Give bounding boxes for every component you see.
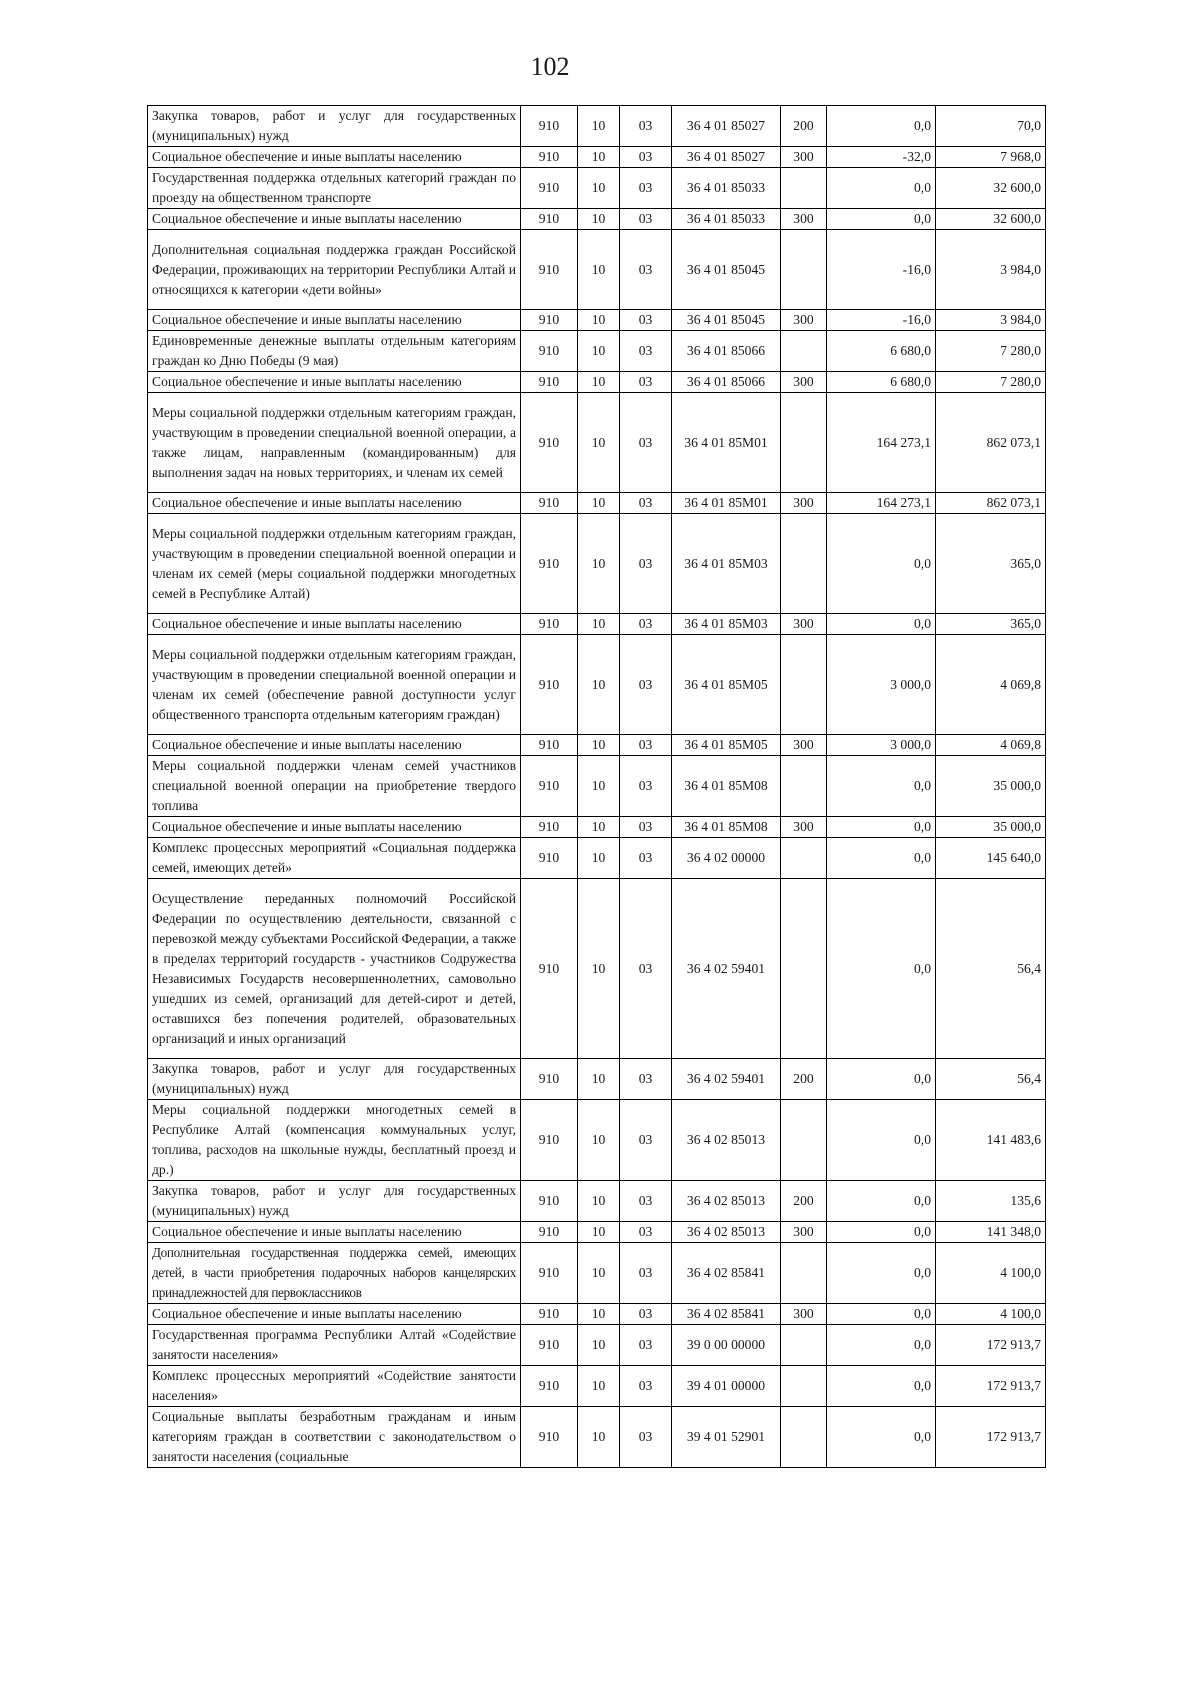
subsection-code: 03 — [620, 1325, 672, 1366]
expense-type-code — [781, 1366, 827, 1407]
change-amount: -32,0 — [827, 147, 936, 168]
section-code: 10 — [578, 493, 620, 514]
expense-name: Меры социальной поддержки отдельным категориям граждан, участвующим в проведении специальной военной операции и членам их семей (меры социальной поддержки многодетных семей в Республике Алтай) — [148, 514, 521, 614]
total-amount: 172 913,7 — [936, 1407, 1046, 1468]
table-row — [148, 879, 1046, 1059]
change-amount: 0,0 — [827, 1222, 936, 1243]
target-article-code: 36 4 01 85033 — [672, 168, 781, 209]
table-row — [148, 1100, 1046, 1181]
page-number: 102 — [530, 52, 570, 81]
total-amount: 141 348,0 — [936, 1222, 1046, 1243]
subsection-code: 03 — [620, 1059, 672, 1100]
expense-type-code: 300 — [781, 817, 827, 838]
expense-name: Меры социальной поддержки отдельным категориям граждан, участвующим в проведении специальной военной операции, а также лицам, направленным (командированным) для выполнения задач на новых территориях, и членам их семей — [148, 393, 521, 493]
expense-name: Закупка товаров, работ и услуг для государственных (муниципальных) нужд — [148, 106, 521, 147]
expense-type-code — [781, 756, 827, 817]
expense-type-code: 300 — [781, 735, 827, 756]
change-amount: 0,0 — [827, 614, 936, 635]
budget-table — [147, 105, 1046, 1468]
change-amount: 0,0 — [827, 168, 936, 209]
section-code: 10 — [578, 1304, 620, 1325]
total-amount: 4 100,0 — [936, 1304, 1046, 1325]
total-amount: 4 069,8 — [936, 635, 1046, 735]
admin-code: 910 — [521, 1100, 578, 1181]
expense-name: Социальное обеспечение и иные выплаты населению — [148, 310, 521, 331]
table-row — [148, 817, 1046, 838]
subsection-code: 03 — [620, 393, 672, 493]
admin-code: 910 — [521, 1181, 578, 1222]
target-article-code: 39 0 00 00000 — [672, 1325, 781, 1366]
expense-name: Социальное обеспечение и иные выплаты населению — [148, 493, 521, 514]
section-code: 10 — [578, 230, 620, 310]
subsection-code: 03 — [620, 106, 672, 147]
admin-code: 910 — [521, 1325, 578, 1366]
change-amount: 0,0 — [827, 106, 936, 147]
subsection-code: 03 — [620, 817, 672, 838]
section-code: 10 — [578, 1100, 620, 1181]
target-article-code: 36 4 01 85066 — [672, 372, 781, 393]
section-code: 10 — [578, 838, 620, 879]
expense-name: Меры социальной поддержки отдельным категориям граждан, участвующим в проведении специальной военной операции и членам их семей (обеспечение равной доступности услуг общественного транспорта отдельным категориям граждан) — [148, 635, 521, 735]
expense-name: Социальное обеспечение и иные выплаты населению — [148, 817, 521, 838]
expense-name: Дополнительная государственная поддержка семей, имеющих детей, в части приобретения подарочных наборов канцелярских принадлежностей для первоклассников — [148, 1243, 521, 1304]
expense-type-code: 300 — [781, 493, 827, 514]
total-amount: 172 913,7 — [936, 1325, 1046, 1366]
change-amount: -16,0 — [827, 310, 936, 331]
table-row — [148, 756, 1046, 817]
table-row — [148, 1407, 1046, 1468]
expense-name: Государственная программа Республики Алтай «Содействие занятости населения» — [148, 1325, 521, 1366]
change-amount: 0,0 — [827, 1243, 936, 1304]
change-amount: 6 680,0 — [827, 372, 936, 393]
admin-code: 910 — [521, 1222, 578, 1243]
total-amount: 35 000,0 — [936, 756, 1046, 817]
subsection-code: 03 — [620, 514, 672, 614]
change-amount: 0,0 — [827, 514, 936, 614]
target-article-code: 36 4 01 85033 — [672, 209, 781, 230]
target-article-code: 36 4 01 85М01 — [672, 493, 781, 514]
expense-type-code — [781, 1407, 827, 1468]
admin-code: 910 — [521, 614, 578, 635]
change-amount: -16,0 — [827, 230, 936, 310]
change-amount: 0,0 — [827, 817, 936, 838]
total-amount: 4 100,0 — [936, 1243, 1046, 1304]
table-row — [148, 635, 1046, 735]
expense-type-code: 300 — [781, 614, 827, 635]
table-row — [148, 331, 1046, 372]
section-code: 10 — [578, 1181, 620, 1222]
change-amount: 0,0 — [827, 879, 936, 1059]
expense-type-code: 300 — [781, 310, 827, 331]
subsection-code: 03 — [620, 1407, 672, 1468]
admin-code: 910 — [521, 1407, 578, 1468]
subsection-code: 03 — [620, 838, 672, 879]
target-article-code: 36 4 01 85М08 — [672, 756, 781, 817]
subsection-code: 03 — [620, 614, 672, 635]
table-row — [148, 310, 1046, 331]
section-code: 10 — [578, 1222, 620, 1243]
expense-name: Осуществление переданных полномочий Российской Федерации по осуществлению деятельности, связанной с перевозкой между субъектами Российской Федерации, а также в пределах территорий государств - участников Содружества Независимых Государств несовершеннолетних, самовольно ушедших из семей, организаций для детей-сирот и детей, оставшихся без попечения родителей, образовательных организаций и иных организаций — [148, 879, 521, 1059]
total-amount: 32 600,0 — [936, 209, 1046, 230]
total-amount: 35 000,0 — [936, 817, 1046, 838]
target-article-code: 36 4 01 85045 — [672, 310, 781, 331]
expense-type-code — [781, 168, 827, 209]
section-code: 10 — [578, 147, 620, 168]
table-row — [148, 168, 1046, 209]
total-amount: 365,0 — [936, 514, 1046, 614]
section-code: 10 — [578, 209, 620, 230]
section-code: 10 — [578, 756, 620, 817]
table-row — [148, 147, 1046, 168]
expense-name: Закупка товаров, работ и услуг для государственных (муниципальных) нужд — [148, 1181, 521, 1222]
table-row — [148, 1243, 1046, 1304]
subsection-code: 03 — [620, 1100, 672, 1181]
admin-code: 910 — [521, 393, 578, 493]
total-amount: 3 984,0 — [936, 310, 1046, 331]
target-article-code: 36 4 01 85066 — [672, 331, 781, 372]
subsection-code: 03 — [620, 230, 672, 310]
target-article-code: 36 4 01 85М03 — [672, 514, 781, 614]
expense-type-code — [781, 514, 827, 614]
target-article-code: 36 4 02 00000 — [672, 838, 781, 879]
subsection-code: 03 — [620, 1243, 672, 1304]
total-amount: 70,0 — [936, 106, 1046, 147]
subsection-code: 03 — [620, 735, 672, 756]
expense-name: Социальное обеспечение и иные выплаты населению — [148, 209, 521, 230]
admin-code: 910 — [521, 756, 578, 817]
target-article-code: 36 4 01 85М05 — [672, 635, 781, 735]
subsection-code: 03 — [620, 372, 672, 393]
target-article-code: 36 4 01 85027 — [672, 106, 781, 147]
expense-name: Социальное обеспечение и иные выплаты населению — [148, 735, 521, 756]
admin-code: 910 — [521, 879, 578, 1059]
expense-type-code: 300 — [781, 372, 827, 393]
expense-type-code — [781, 879, 827, 1059]
change-amount: 0,0 — [827, 1304, 936, 1325]
section-code: 10 — [578, 735, 620, 756]
expense-name: Меры социальной поддержки членам семей участников специальной военной операции на приобретение твердого топлива — [148, 756, 521, 817]
expense-type-code: 200 — [781, 106, 827, 147]
admin-code: 910 — [521, 635, 578, 735]
subsection-code: 03 — [620, 635, 672, 735]
admin-code: 910 — [521, 310, 578, 331]
expense-name: Социальное обеспечение и иные выплаты населению — [148, 614, 521, 635]
admin-code: 910 — [521, 1304, 578, 1325]
admin-code: 910 — [521, 735, 578, 756]
admin-code: 910 — [521, 514, 578, 614]
expense-name: Социальное обеспечение и иные выплаты населению — [148, 1304, 521, 1325]
target-article-code: 36 4 02 85841 — [672, 1304, 781, 1325]
change-amount: 0,0 — [827, 1407, 936, 1468]
target-article-code: 36 4 01 85М01 — [672, 393, 781, 493]
total-amount: 7 280,0 — [936, 372, 1046, 393]
admin-code: 910 — [521, 493, 578, 514]
table-row — [148, 838, 1046, 879]
table-row — [148, 493, 1046, 514]
admin-code: 910 — [521, 372, 578, 393]
change-amount: 0,0 — [827, 1366, 936, 1407]
expense-type-code — [781, 393, 827, 493]
change-amount: 164 273,1 — [827, 493, 936, 514]
target-article-code: 36 4 01 85М03 — [672, 614, 781, 635]
subsection-code: 03 — [620, 1181, 672, 1222]
table-row — [148, 1304, 1046, 1325]
expense-name: Государственная поддержка отдельных категорий граждан по проезду на общественном транспорте — [148, 168, 521, 209]
admin-code: 910 — [521, 106, 578, 147]
expense-type-code — [781, 230, 827, 310]
subsection-code: 03 — [620, 168, 672, 209]
admin-code: 910 — [521, 1243, 578, 1304]
expense-name: Комплекс процессных мероприятий «Содействие занятости населения» — [148, 1366, 521, 1407]
total-amount: 862 073,1 — [936, 493, 1046, 514]
admin-code: 910 — [521, 168, 578, 209]
admin-code: 910 — [521, 147, 578, 168]
subsection-code: 03 — [620, 310, 672, 331]
total-amount: 141 483,6 — [936, 1100, 1046, 1181]
target-article-code: 36 4 01 85045 — [672, 230, 781, 310]
table-row — [148, 614, 1046, 635]
target-article-code: 36 4 02 85013 — [672, 1222, 781, 1243]
target-article-code: 39 4 01 00000 — [672, 1366, 781, 1407]
expense-name: Социальное обеспечение и иные выплаты населению — [148, 1222, 521, 1243]
subsection-code: 03 — [620, 1366, 672, 1407]
expense-type-code: 300 — [781, 147, 827, 168]
table-row — [148, 1181, 1046, 1222]
expense-type-code: 200 — [781, 1059, 827, 1100]
target-article-code: 36 4 02 85841 — [672, 1243, 781, 1304]
expense-name: Социальное обеспечение и иные выплаты населению — [148, 372, 521, 393]
table-row — [148, 106, 1046, 147]
expense-name: Социальное обеспечение и иные выплаты населению — [148, 147, 521, 168]
total-amount: 32 600,0 — [936, 168, 1046, 209]
table-row — [148, 1366, 1046, 1407]
expense-type-code: 300 — [781, 1222, 827, 1243]
expense-type-code: 300 — [781, 1304, 827, 1325]
section-code: 10 — [578, 1059, 620, 1100]
section-code: 10 — [578, 331, 620, 372]
change-amount: 3 000,0 — [827, 735, 936, 756]
admin-code: 910 — [521, 817, 578, 838]
section-code: 10 — [578, 310, 620, 331]
total-amount: 135,6 — [936, 1181, 1046, 1222]
table-body — [148, 106, 1046, 1468]
section-code: 10 — [578, 1243, 620, 1304]
target-article-code: 36 4 02 85013 — [672, 1181, 781, 1222]
table-row — [148, 372, 1046, 393]
admin-code: 910 — [521, 1366, 578, 1407]
subsection-code: 03 — [620, 1304, 672, 1325]
section-code: 10 — [578, 514, 620, 614]
expense-name: Социальные выплаты безработным гражданам и иным категориям граждан в соответствии с законодательством о занятости населения (социальные — [148, 1407, 521, 1468]
total-amount: 3 984,0 — [936, 230, 1046, 310]
expense-type-code: 200 — [781, 1181, 827, 1222]
target-article-code: 36 4 02 85013 — [672, 1100, 781, 1181]
change-amount: 0,0 — [827, 1100, 936, 1181]
change-amount: 0,0 — [827, 756, 936, 817]
admin-code: 910 — [521, 838, 578, 879]
table-row — [148, 393, 1046, 493]
expense-type-code: 300 — [781, 209, 827, 230]
section-code: 10 — [578, 393, 620, 493]
section-code: 10 — [578, 372, 620, 393]
section-code: 10 — [578, 106, 620, 147]
expense-name: Комплекс процессных мероприятий «Социальная поддержка семей, имеющих детей» — [148, 838, 521, 879]
target-article-code: 36 4 01 85М05 — [672, 735, 781, 756]
target-article-code: 39 4 01 52901 — [672, 1407, 781, 1468]
expense-type-code — [781, 1325, 827, 1366]
change-amount: 3 000,0 — [827, 635, 936, 735]
table-row — [148, 735, 1046, 756]
target-article-code: 36 4 02 59401 — [672, 879, 781, 1059]
subsection-code: 03 — [620, 331, 672, 372]
subsection-code: 03 — [620, 1222, 672, 1243]
section-code: 10 — [578, 1366, 620, 1407]
change-amount: 0,0 — [827, 838, 936, 879]
change-amount: 164 273,1 — [827, 393, 936, 493]
expense-type-code — [781, 1100, 827, 1181]
expense-name: Дополнительная социальная поддержка граждан Российской Федерации, проживающих на территории Республики Алтай и относящихся к категории «дети войны» — [148, 230, 521, 310]
change-amount: 0,0 — [827, 1325, 936, 1366]
change-amount: 6 680,0 — [827, 331, 936, 372]
section-code: 10 — [578, 168, 620, 209]
total-amount: 7 280,0 — [936, 331, 1046, 372]
admin-code: 910 — [521, 230, 578, 310]
target-article-code: 36 4 01 85027 — [672, 147, 781, 168]
subsection-code: 03 — [620, 756, 672, 817]
target-article-code: 36 4 01 85М08 — [672, 817, 781, 838]
table-row — [148, 1222, 1046, 1243]
subsection-code: 03 — [620, 879, 672, 1059]
admin-code: 910 — [521, 209, 578, 230]
change-amount: 0,0 — [827, 1059, 936, 1100]
total-amount: 145 640,0 — [936, 838, 1046, 879]
expense-type-code — [781, 331, 827, 372]
change-amount: 0,0 — [827, 209, 936, 230]
section-code: 10 — [578, 1407, 620, 1468]
expense-type-code — [781, 1243, 827, 1304]
admin-code: 910 — [521, 331, 578, 372]
total-amount: 56,4 — [936, 1059, 1046, 1100]
table-row — [148, 209, 1046, 230]
target-article-code: 36 4 02 59401 — [672, 1059, 781, 1100]
section-code: 10 — [578, 817, 620, 838]
expense-name: Единовременные денежные выплаты отдельным категориям граждан ко Дню Победы (9 мая) — [148, 331, 521, 372]
section-code: 10 — [578, 635, 620, 735]
expense-type-code — [781, 635, 827, 735]
subsection-code: 03 — [620, 209, 672, 230]
total-amount: 862 073,1 — [936, 393, 1046, 493]
expense-name: Закупка товаров, работ и услуг для государственных (муниципальных) нужд — [148, 1059, 521, 1100]
total-amount: 7 968,0 — [936, 147, 1046, 168]
expense-name: Меры социальной поддержки многодетных семей в Республике Алтай (компенсация коммунальных услуг, топлива, расходов на школьные нужды, бесплатный проезд и др.) — [148, 1100, 521, 1181]
admin-code: 910 — [521, 1059, 578, 1100]
table-row — [148, 1059, 1046, 1100]
section-code: 10 — [578, 1325, 620, 1366]
table-row — [148, 514, 1046, 614]
total-amount: 56,4 — [936, 879, 1046, 1059]
subsection-code: 03 — [620, 493, 672, 514]
subsection-code: 03 — [620, 147, 672, 168]
total-amount: 172 913,7 — [936, 1366, 1046, 1407]
total-amount: 4 069,8 — [936, 735, 1046, 756]
table-row — [148, 1325, 1046, 1366]
table-row — [148, 230, 1046, 310]
change-amount: 0,0 — [827, 1181, 936, 1222]
section-code: 10 — [578, 879, 620, 1059]
section-code: 10 — [578, 614, 620, 635]
total-amount: 365,0 — [936, 614, 1046, 635]
expense-type-code — [781, 838, 827, 879]
